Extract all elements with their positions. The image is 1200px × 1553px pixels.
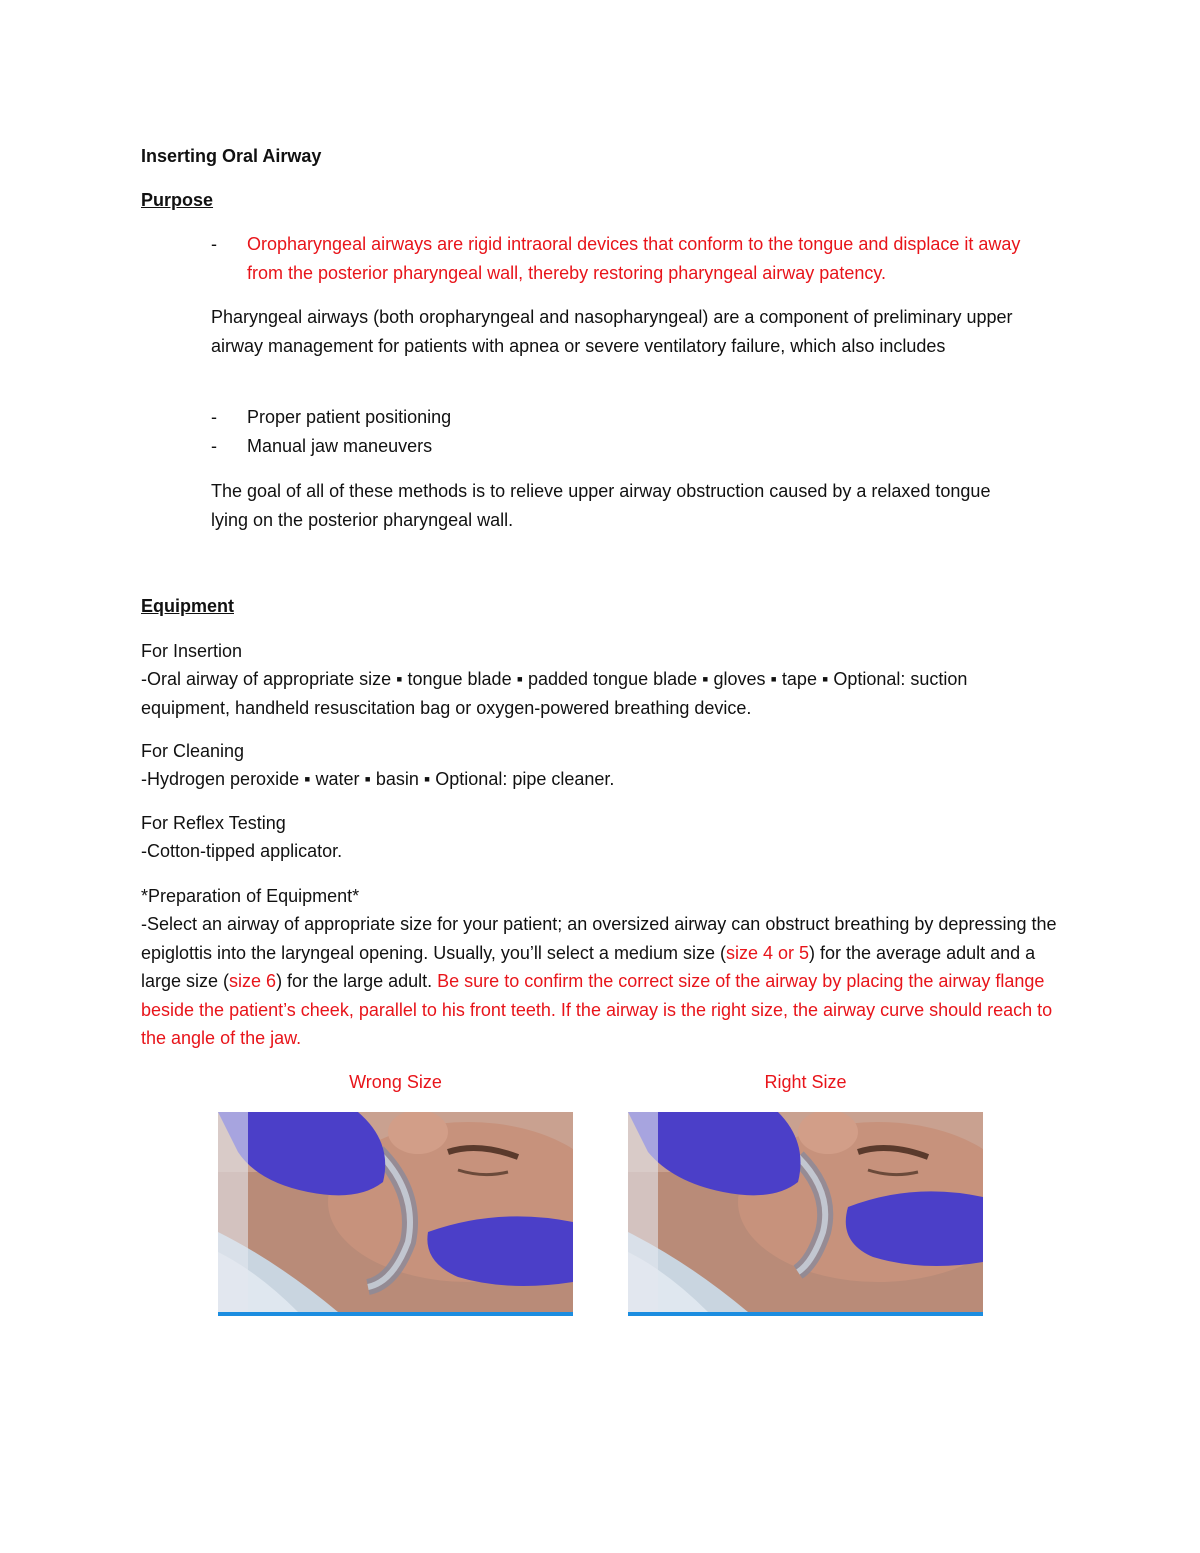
preparation-section bbox=[141, 882, 1061, 1053]
purpose-heading: Purpose bbox=[141, 190, 214, 210]
preparation-text: -Select an airway of appropriate size for your patient; an oversized airway can obstruct breathing by depressing the epiglottis into the laryngeal opening. Usually, you’ll select a medium size (size 4 or 5) for the average adult and a large size (size 6) for the large adult. Be sure to confirm the correct size of the airway by placing the airway flange beside the patient’s cheek, parallel to his front teeth. If the airway is the right size, the airway curve should reach to the angle of the jaw. bbox=[141, 914, 1057, 1048]
wrong-size-illustration bbox=[218, 1112, 573, 1312]
wrong-size-caption: Wrong Size bbox=[349, 1072, 442, 1092]
management-list bbox=[211, 403, 1011, 461]
equipment-heading: Equipment bbox=[141, 596, 234, 616]
reflex-text: -Cotton-tipped applicator. bbox=[141, 841, 343, 861]
reflex-label: For Reflex Testing bbox=[141, 813, 286, 833]
cleaning-text: -Hydrogen peroxide ▪ water ▪ basin ▪ Optional: pipe cleaner. bbox=[141, 769, 615, 789]
purpose-bullet-list bbox=[211, 230, 1061, 288]
right-size-photo bbox=[628, 1112, 983, 1316]
list-item: - Proper patient positioning bbox=[211, 407, 452, 427]
cleaning-section bbox=[141, 737, 1061, 794]
insertion-text: -Oral airway of appropriate size ▪ tongue blade ▪ padded tongue blade ▪ gloves ▪ tape ▪ Optional: suction equipment, handheld resuscitation bag or oxygen-powered breathing device. bbox=[141, 669, 968, 718]
goal-paragraph: The goal of all of these methods is to relieve upper airway obstruction caused by a relaxed tongue lying on the posterior pharyngeal wall. bbox=[211, 481, 991, 530]
wrong-size-photo bbox=[218, 1112, 573, 1316]
purpose-paragraph: Pharyngeal airways (both oropharyngeal and nasopharyngeal) are a component of preliminary upper airway management for patients with apnea or severe ventilatory failure, which also includes bbox=[211, 307, 1013, 356]
preparation-label: *Preparation of Equipment* bbox=[141, 886, 360, 906]
list-item: - Manual jaw maneuvers bbox=[211, 436, 433, 456]
insertion-label: For Insertion bbox=[141, 641, 243, 661]
right-size-caption: Right Size bbox=[764, 1072, 847, 1092]
page-title: Inserting Oral Airway bbox=[141, 146, 322, 166]
purpose-bullet-item: - Oropharyngeal airways are rigid intraoral devices that conform to the tongue and displace it away from the posterior pharyngeal wall, thereby restoring pharyngeal airway patency. bbox=[211, 234, 1021, 283]
reflex-section bbox=[141, 809, 1061, 866]
right-size-illustration bbox=[628, 1112, 983, 1312]
insertion-section bbox=[141, 637, 1061, 722]
cleaning-label: For Cleaning bbox=[141, 741, 245, 761]
